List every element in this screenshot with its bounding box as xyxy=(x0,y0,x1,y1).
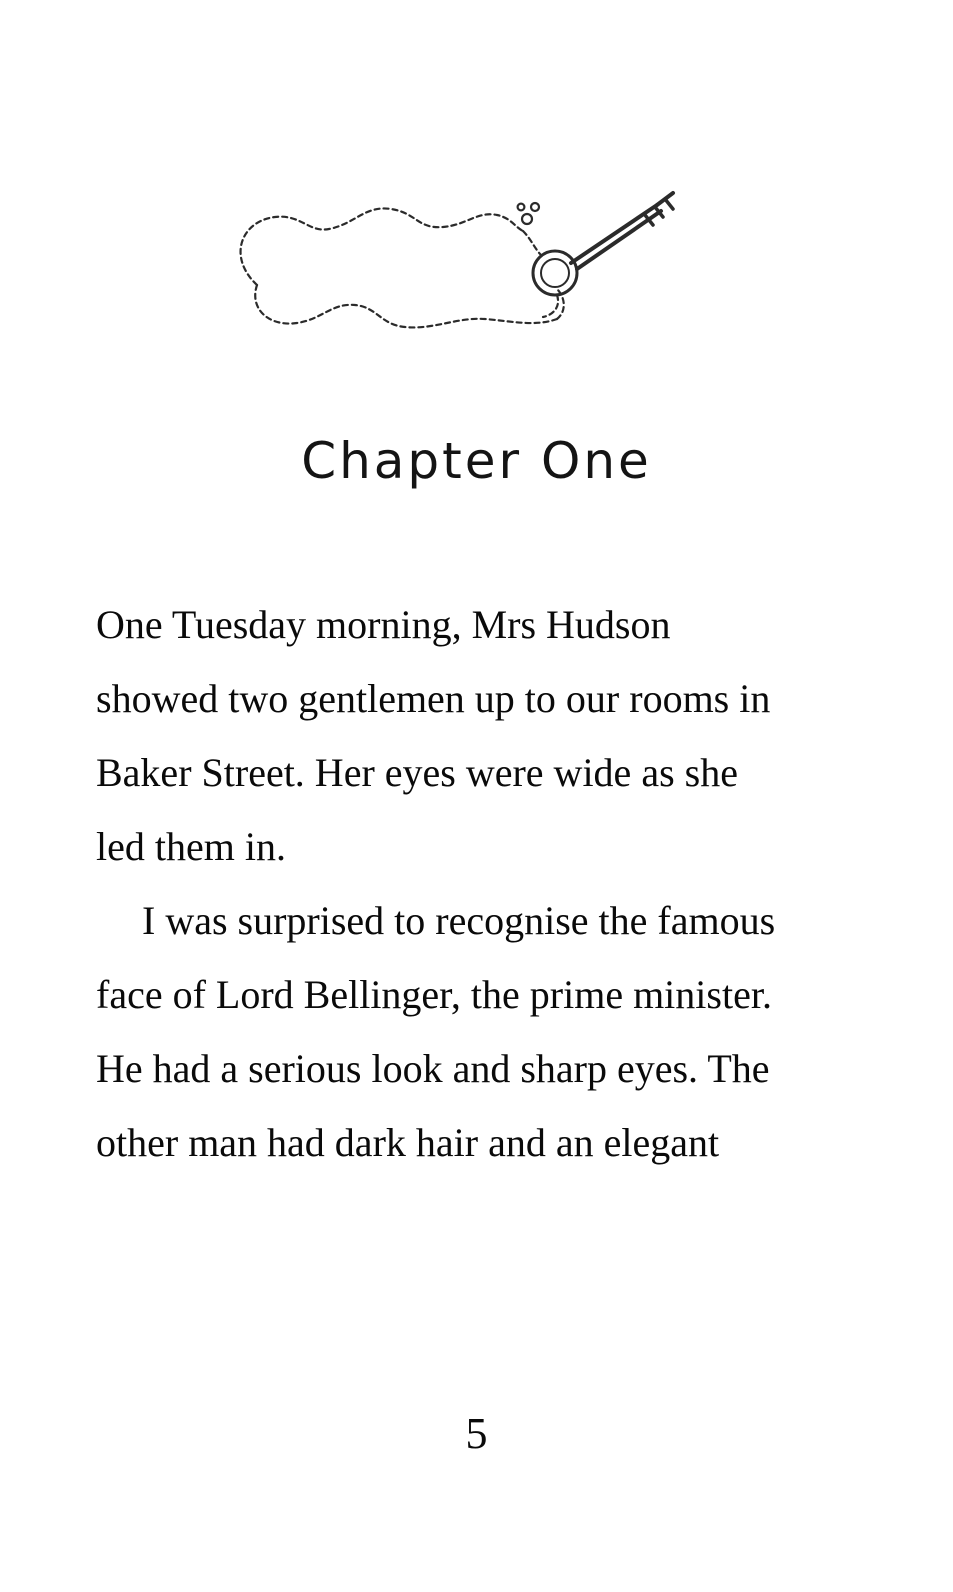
key-illustration xyxy=(205,185,695,360)
page-number: 5 xyxy=(465,1409,488,1458)
chapter-body xyxy=(96,588,796,1180)
chapter-title: Chapter One xyxy=(301,431,652,490)
paragraph: I was surprised to recognise the famous face of Lord Bellinger, the prime minister. He had a serious look and sharp eyes. The other man had dark hair and an elegant xyxy=(96,898,776,1165)
paragraph: One Tuesday morning, Mrs Hudson showed two gentlemen up to our rooms in Baker Street. Her eyes were wide as she led them in. xyxy=(96,602,771,869)
